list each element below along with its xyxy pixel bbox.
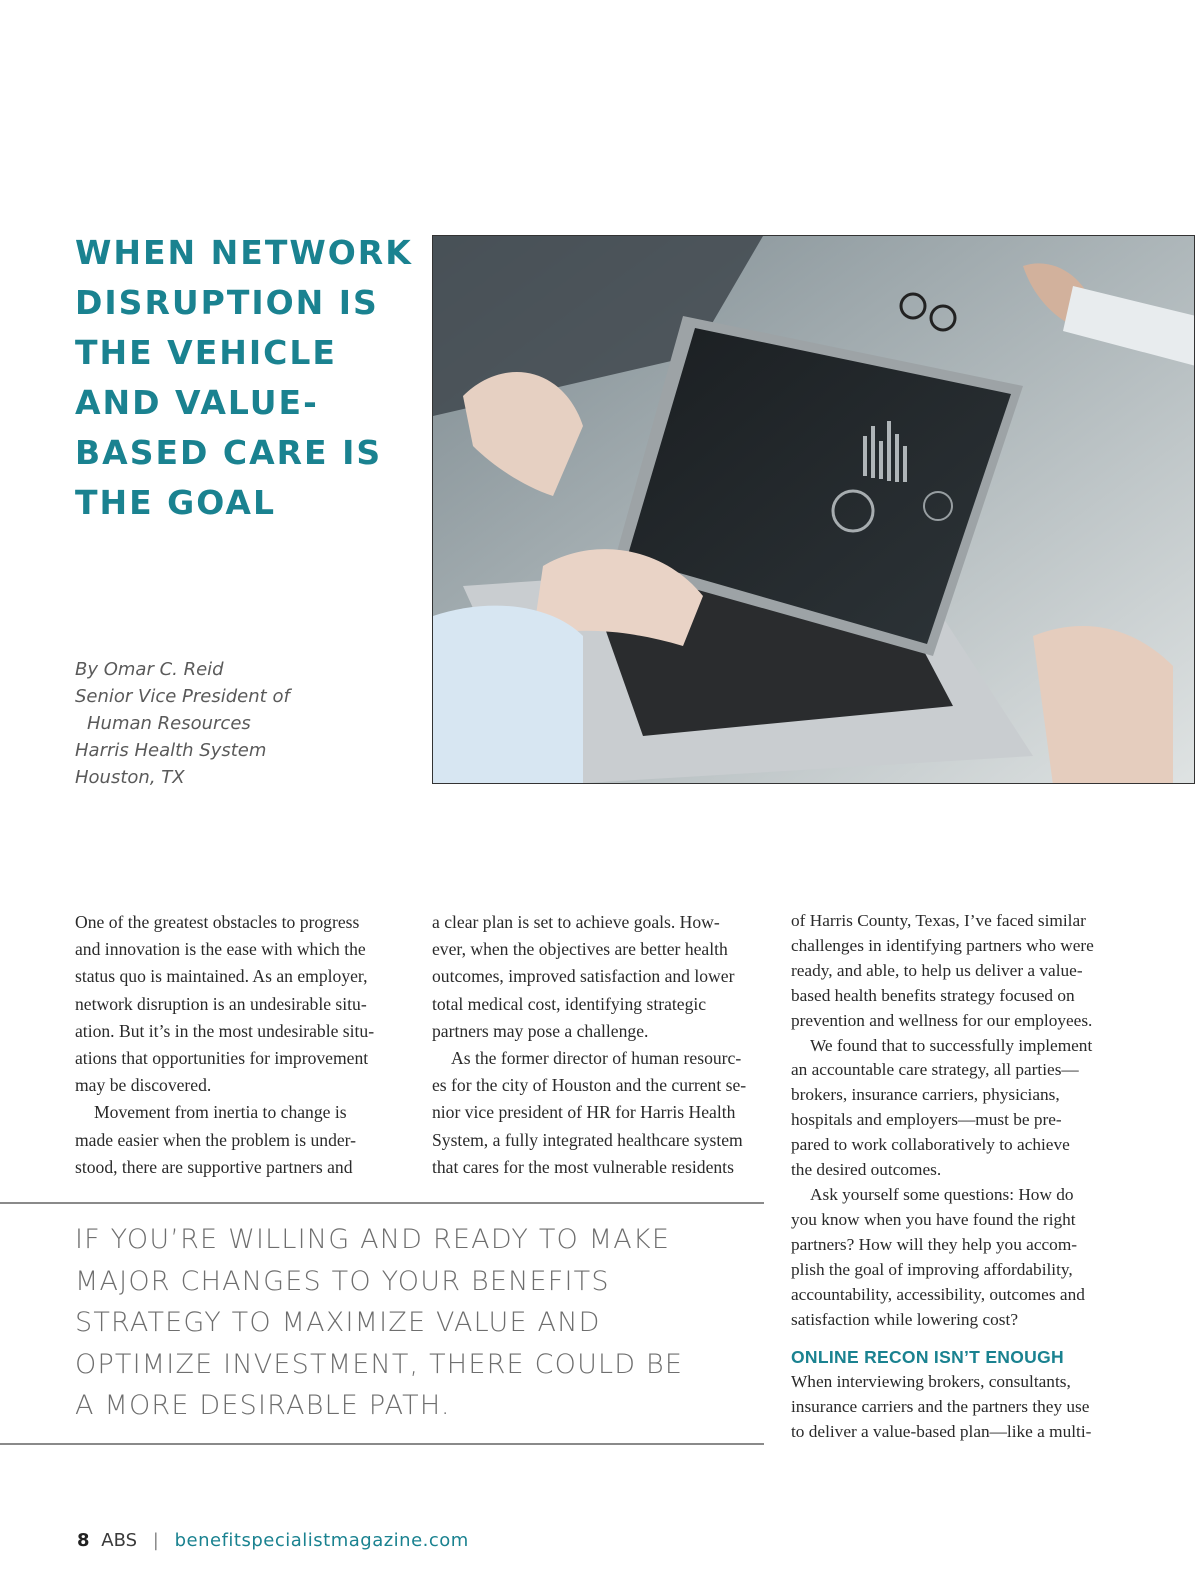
body-line: System, a fully integrated healthcare system [432, 1129, 743, 1150]
body-column-3 [791, 909, 1131, 1445]
body-line: may be discovered. [75, 1075, 212, 1096]
body-line: that cares for the most vulnerable residents [432, 1156, 734, 1177]
body-line: brokers, insurance carriers, physicians, [791, 1085, 1060, 1105]
pullquote-bottom-rule [0, 1443, 764, 1445]
body-line: made easier when the problem is under- [75, 1129, 357, 1150]
body-line: ations that opportunities for improvement [75, 1048, 369, 1069]
body-line: hospitals and employers—must be pre- [791, 1110, 1062, 1130]
body-column-1 [75, 909, 405, 1181]
body-line: nior vice president of HR for Harris Health [432, 1102, 736, 1123]
body-line: stood, there are supportive partners and [75, 1156, 353, 1177]
pullquote-line: A MORE DESIRABLE PATH. [75, 1390, 451, 1421]
author-location: Houston, TX [75, 767, 185, 788]
headline-line: DISRUPTION IS [75, 283, 379, 322]
page-number: 8 [77, 1530, 90, 1551]
body-line: accountability, accessibility, outcomes and [791, 1284, 1085, 1304]
body-line: status quo is maintained. As an employer, [75, 966, 368, 987]
page-footer [77, 1530, 469, 1551]
body-line: challenges in identifying partners who were [791, 935, 1094, 955]
photo-illustration [433, 236, 1195, 784]
body-line: pared to work collaboratively to achieve [791, 1135, 1070, 1155]
author-title-cont: Human Resources [87, 713, 251, 734]
body-line: One of the greatest obstacles to progress [75, 912, 360, 932]
body-line: network disruption is an undesirable situ- [75, 993, 367, 1014]
article-headline [75, 228, 420, 528]
body-line: ever, when the objectives are better health [432, 939, 728, 960]
body-line: partners? How will they help you accom- [791, 1234, 1078, 1254]
body-line: you know when you have found the right [791, 1209, 1076, 1229]
body-line: ready, and able, to help us deliver a value- [791, 960, 1083, 980]
publication-abbrev: ABS [101, 1530, 138, 1551]
pullquote-line: MAJOR CHANGES TO YOUR BENEFITS [75, 1265, 610, 1297]
body-line: a clear plan is set to achieve goals. How- [432, 912, 720, 932]
body-line: partners may pose a challenge. [432, 1020, 649, 1041]
body-line: Movement from inertia to change is [94, 1102, 347, 1123]
body-line: When interviewing brokers, consultants, [791, 1372, 1071, 1392]
headline-line: THE VEHICLE [75, 333, 337, 372]
body-line: and innovation is the ease with which the [75, 939, 366, 960]
footer-separator: | [152, 1530, 159, 1551]
pullquote-line: IF YOU’RE WILLING AND READY TO MAKE [75, 1224, 671, 1255]
pull-quote [75, 1219, 755, 1427]
pullquote-top-rule [0, 1202, 764, 1204]
author-title: Senior Vice President of [75, 686, 290, 707]
body-line: to deliver a value-based plan—like a multi- [791, 1422, 1092, 1442]
body-line: plish the goal of improving affordability, [791, 1259, 1073, 1279]
body-column-2 [432, 909, 767, 1181]
body-line: outcomes, improved satisfaction and lower [432, 966, 735, 987]
body-line: of Harris County, Texas, I’ve faced similar [791, 911, 1086, 930]
body-line: an accountable care strategy, all parties— [791, 1060, 1079, 1080]
author-name: By Omar C. Reid [75, 659, 224, 680]
body-line: total medical cost, identifying strategic [432, 993, 707, 1014]
body-line: satisfaction while lowering cost? [791, 1309, 1018, 1329]
body-line: We found that to successfully implement [810, 1035, 1093, 1055]
body-line: insurance carriers and the partners they use [791, 1397, 1090, 1417]
magazine-url-link[interactable]: benefitspecialistmagazine.com [174, 1530, 469, 1551]
section-subhead: ONLINE RECON ISN’T ENOUGH [791, 1347, 1064, 1368]
body-line: es for the city of Houston and the current se- [432, 1075, 747, 1096]
body-line: Ask yourself some questions: How do [810, 1184, 1074, 1204]
author-byline [75, 656, 405, 791]
body-line: based health benefits strategy focused on [791, 985, 1075, 1005]
body-line: As the former director of human resourc- [451, 1048, 742, 1069]
headline-line: THE GOAL [75, 483, 276, 522]
body-line: ation. But it’s in the most undesirable situ- [75, 1020, 375, 1041]
headline-line: AND VALUE- [75, 383, 319, 422]
headline-line: WHEN NETWORK [75, 233, 413, 272]
headline-line: BASED CARE IS [75, 433, 383, 472]
body-line: the desired outcomes. [791, 1160, 942, 1180]
body-line: prevention and wellness for our employees. [791, 1010, 1093, 1030]
pullquote-line: STRATEGY TO MAXIMIZE VALUE AND [75, 1307, 601, 1338]
author-organization: Harris Health System [75, 740, 267, 761]
pullquote-line: OPTIMIZE INVESTMENT, THERE COULD BE [75, 1348, 684, 1380]
laptop-analytics-photo [432, 235, 1195, 784]
